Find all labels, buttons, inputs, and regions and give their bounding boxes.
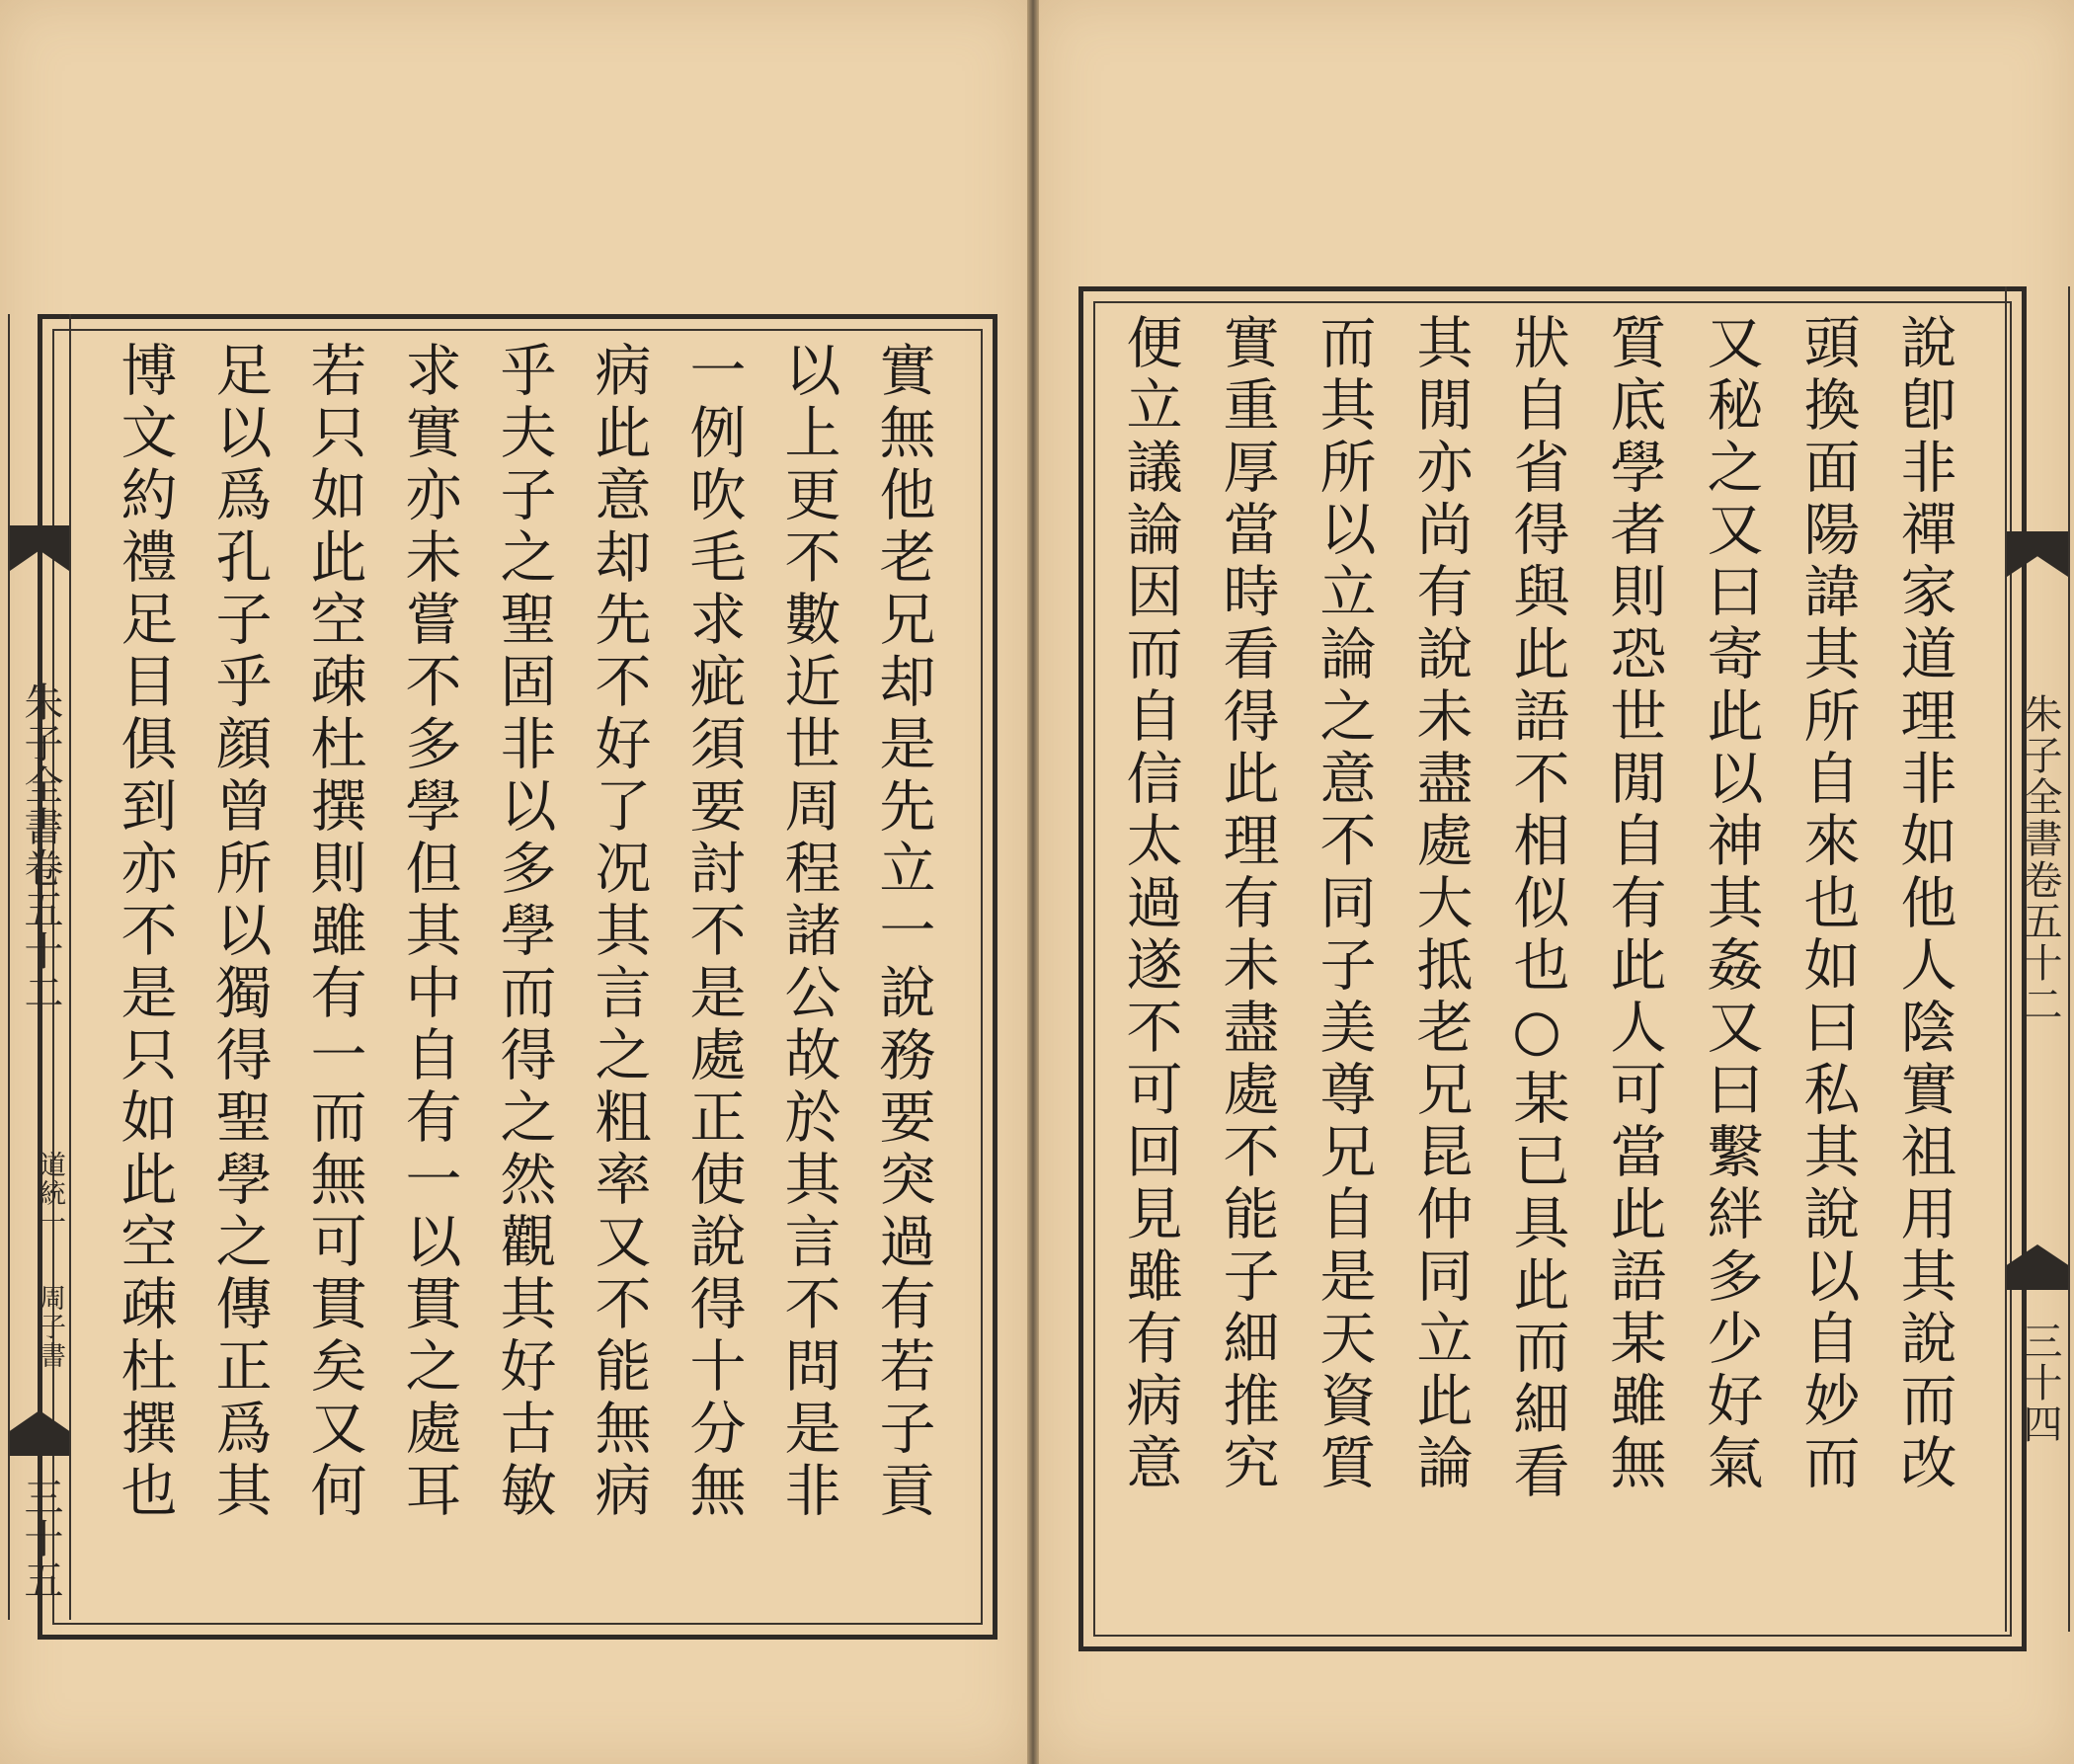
- text-column: 質底學者則恐世閒自有此人可當此語某雖無: [1601, 313, 1666, 1495]
- fish-tail-top-icon: [10, 525, 69, 571]
- text-column: 足以爲孔子乎顔曾所以獨得聖學之傳正爲其: [206, 341, 272, 1523]
- text-column: 實重厚當時看得此理有未盡處不能子細推究: [1214, 313, 1279, 1495]
- text-column: 狀自省得與此語不相似也○某已具此而細看: [1504, 313, 1569, 1504]
- text-column: 博文約禮足目俱到亦不是只如此空疎杜撰也: [112, 341, 177, 1523]
- right-page-heart: [2005, 286, 2070, 1632]
- fish-tail-top-icon: [2007, 531, 2068, 577]
- heart-section: 道統一: [35, 1150, 65, 1237]
- left-page-heart: [8, 314, 71, 1620]
- text-column: 乎夫子之聖固非以多學而得之然觀其好古敏: [491, 341, 556, 1523]
- text-column: 其閒亦尚有說未盡處大抵老兄昆仲同立此論: [1407, 313, 1473, 1495]
- text-column: 求實亦未嘗不多學但其中自有一以貫之處耳: [396, 341, 461, 1523]
- text-column: 實無他老兄却是先立一說務要突過有若子貢: [870, 341, 935, 1523]
- left-text-frame: [38, 314, 997, 1640]
- text-column: 以上更不數近世周程諸公故於其言不問是非: [775, 341, 840, 1523]
- text-column: 病此意却先不好了况其言之粗率又不能無病: [586, 341, 651, 1523]
- heart-folio: 三十四: [2017, 1321, 2062, 1445]
- text-column: 若只如此空疎杜撰則雖有一而無可貫矣又何: [301, 341, 366, 1523]
- right-text-frame: [1078, 286, 2027, 1651]
- text-column: 而其所以立論之意不同子美尊兄自是天資質: [1311, 313, 1376, 1495]
- heart-title: 朱子全書卷五十二: [2017, 693, 2062, 1025]
- fish-tail-bottom-icon: [10, 1410, 69, 1456]
- book-gutter: [1027, 0, 1039, 1764]
- fish-tail-bottom-icon: [2007, 1244, 2068, 1290]
- left-page: [0, 0, 1027, 1764]
- heart-folio: 三十五: [18, 1477, 63, 1601]
- text-column: 又秘之又曰寄此以神其姦又曰繫絆多少好氣: [1698, 313, 1763, 1495]
- heart-subtitle: 周子書: [35, 1283, 65, 1370]
- right-page: [1039, 0, 2074, 1764]
- text-column: 一例吹毛求疵須要討不是處正使說得十分無: [680, 341, 746, 1523]
- heart-title: 朱子全書卷五十二: [18, 682, 63, 1013]
- text-column: 便立議論因而自信太過遂不可回見雖有病意: [1117, 313, 1182, 1495]
- text-column: 頭換面陽諱其所自來也如曰私其說以自妙而: [1795, 313, 1860, 1495]
- text-column: 說卽非禪家道理非如他人陰實祖用其說而改: [1891, 313, 1956, 1495]
